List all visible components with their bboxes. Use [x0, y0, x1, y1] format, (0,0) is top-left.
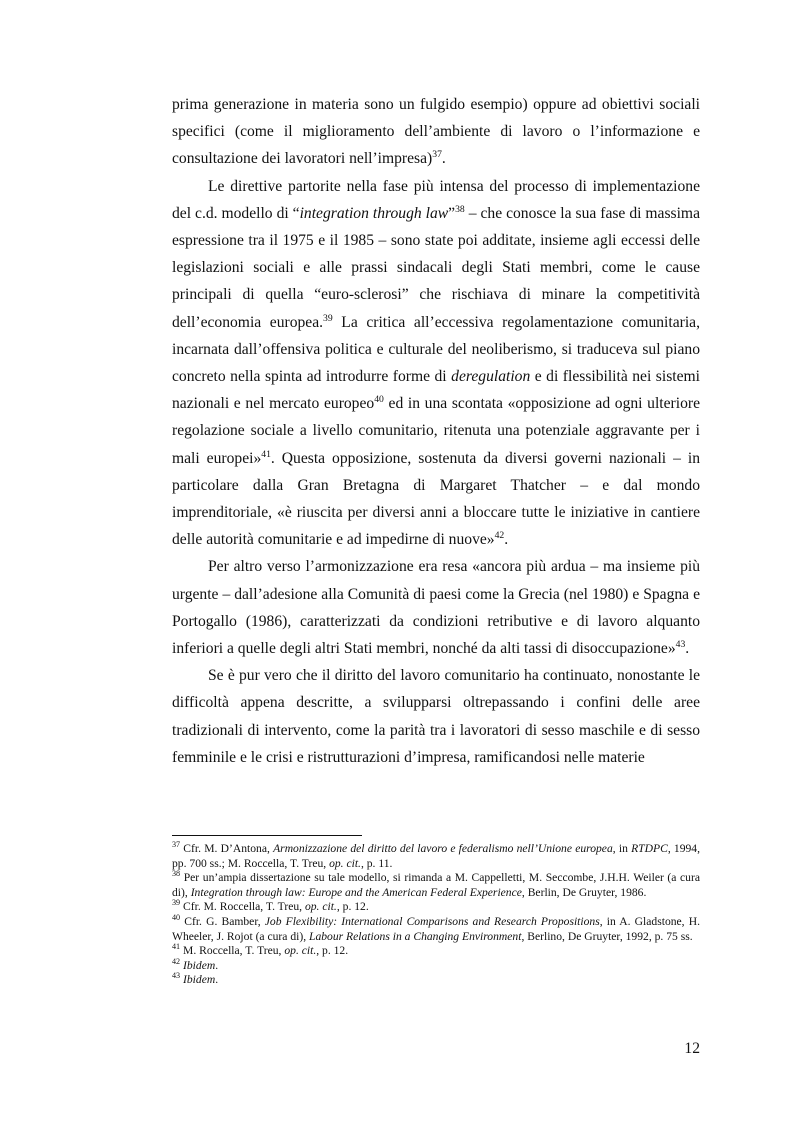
footnote-italic-text: op. cit. — [329, 856, 361, 870]
body-text — [172, 91, 700, 771]
paragraph-footnote-ref: 43 — [675, 638, 686, 650]
footnote-number: 43 — [172, 971, 181, 981]
page-number: 12 — [684, 1040, 700, 1057]
footnote-italic-text: op. cit. — [284, 944, 317, 958]
footnote-italic-text: Ibidem — [183, 973, 216, 987]
paragraph-footnote-ref: 40 — [374, 394, 384, 406]
paragraph — [172, 91, 700, 173]
footnotes — [172, 842, 700, 988]
paragraph-text: prima generazione in materia sono un fulgido esempio) oppure ad obiettivi sociali specifici (come il miglioramento dell’ambiente di lavoro o l’informazione e consultazione dei lavoratori nell’impresa) — [172, 96, 700, 168]
footnote-number: 41 — [172, 942, 181, 952]
footnote-text: , in A. Gladstone, H. Wheeler, J. Rojot (a cura di), — [172, 914, 700, 943]
paragraph — [172, 662, 700, 771]
footnote-text: M. Roccella, T. Treu, — [180, 944, 285, 958]
paragraph-text: – che conosce la sua fase di massima espressione tra il 1975 e il 1985 – sono state poi additate, insieme agli eccessi delle legislazioni sociali e alle prassi sindacali degli Stati membri, come le cause principali di quella “euro-sclerosi” che rischiava di minare la competitività dell’economia europea. — [172, 204, 700, 331]
paragraph-text: Le direttive partorite nella fase più intensa del processo di implementazione del c.d. modello di “ — [172, 177, 700, 222]
footnote — [172, 900, 700, 915]
footnote-text: Cfr. M. Roccella, T. Treu, — [180, 900, 305, 914]
paragraph-text: ed in una scontata «opposizione ad ogni ulteriore regolazione sociale a livello comunitario, ritenuta una potenziale aggravante per i mali europei» — [172, 395, 700, 467]
paragraph-text: e di flessibilità nei sistemi nazionali e nel mercato europeo — [172, 368, 700, 413]
footnote-number: 39 — [172, 898, 181, 908]
footnote-italic-text: Job Flexibility: International Comparisons and Research Propositions — [264, 914, 600, 928]
paragraph-footnote-ref: 42 — [494, 530, 505, 542]
footnote-number: 40 — [172, 913, 181, 923]
footnote-italic-text: Labour Relations in a Changing Environment — [309, 929, 522, 943]
footnote — [172, 944, 700, 959]
paragraph-text: . — [685, 640, 690, 658]
paragraph-footnote-ref: 39 — [323, 312, 333, 324]
paragraph-italic-text: integration through law — [299, 204, 449, 222]
footnote-number: 42 — [172, 956, 181, 966]
footnote-italic-text: Armonizzazione del diritto del lavoro e federalismo nell’Unione europea — [273, 842, 613, 855]
footnote — [172, 973, 700, 988]
footnote — [172, 871, 700, 900]
paragraph-footnote-ref: 38 — [455, 203, 465, 215]
footnote-text: Per un’ampia dissertazione su tale modello, si rimanda a M. Cappelletti, M. Seccombe, J.H.H. Weiler (a cura di), — [172, 871, 700, 899]
paragraph-text: . — [441, 150, 446, 168]
footnote — [172, 842, 700, 871]
paragraph — [172, 553, 700, 662]
footnote-text: , Berlino, De Gruyter, 1992, p. 75 ss. — [521, 929, 693, 943]
footnote-text: . — [215, 973, 219, 987]
footnote-separator — [172, 835, 362, 836]
paragraph-footnote-ref: 37 — [432, 149, 442, 161]
footnote-italic-text: Ibidem — [183, 958, 216, 972]
footnote-number: 37 — [172, 840, 181, 850]
footnote-italic-text: op. cit. — [304, 900, 337, 914]
footnote-text: Cfr. G. Bamber, — [180, 914, 265, 928]
paragraph-italic-text: deregulation — [451, 368, 531, 386]
paragraph-text: La critica all’eccessiva regolamentazione comunitaria, incarnata dall’offensiva politica e culturale del neoliberismo, si traduceva sul piano concreto nella spinta ad introdurre forme di — [172, 313, 700, 386]
footnote-italic-text: Integration through law: Europe and the American Federal Experience — [190, 885, 522, 899]
footnote-number: 38 — [172, 869, 181, 879]
footnote-italic-text: RTDPC — [631, 842, 668, 855]
footnote-text: , p. 12. — [316, 944, 349, 958]
paragraph-text: Per altro verso l’armonizzazione era resa «ancora più ardua – ma insieme più urgente – dall’adesione alla Comunità di paesi come la Grecia (nel 1980) e Spagna e Portogallo (1986), caratterizzati da condizioni retributive e di lavoro alquanto inferiori a quelle degli altri Stati membri, nonché da alti tassi di disoccupazione» — [172, 558, 700, 658]
paragraph-text: . Questa opposizione, sostenuta da diversi governi nazionali – in particolare dalla Gran Bretagna di Margaret Thatcher – e dal mondo imprenditoriale, «è riuscita per diversi anni a bloccare tutte le iniziative in cantiere delle autorità comunitarie e ad impedirne di nuove» — [172, 449, 701, 549]
footnote-text: , in — [612, 842, 632, 855]
paragraph-text: ” — [448, 204, 456, 222]
footnote-text: , p. 12. — [336, 900, 369, 914]
footnote — [172, 956, 700, 974]
footnote-text: . — [215, 958, 219, 972]
footnote-text: , p. 11. — [360, 856, 393, 870]
footnote-text: , 1994, pp. 700 ss.; M. Roccella, T. Treu, — [172, 842, 700, 870]
paragraph-text: . — [504, 531, 509, 549]
paragraph-footnote-ref: 41 — [261, 448, 271, 460]
footnote-text: , Berlin, De Gruyter, 1986. — [521, 885, 647, 899]
footnote — [172, 915, 700, 944]
paragraph-text: Se è pur vero che il diritto del lavoro comunitario ha continuato, nonostante le difficoltà appena descritte, a svilupparsi oltrepassando i confini delle aree tradizionali di intervento, come la parità tra i lavoratori di sesso maschile e di sesso femminile e le crisi e ristrutturazioni d’impresa, ramificandosi nelle materie — [172, 667, 700, 766]
paragraph — [172, 173, 700, 554]
footnote-text: Cfr. M. D’Antona, — [180, 842, 274, 855]
